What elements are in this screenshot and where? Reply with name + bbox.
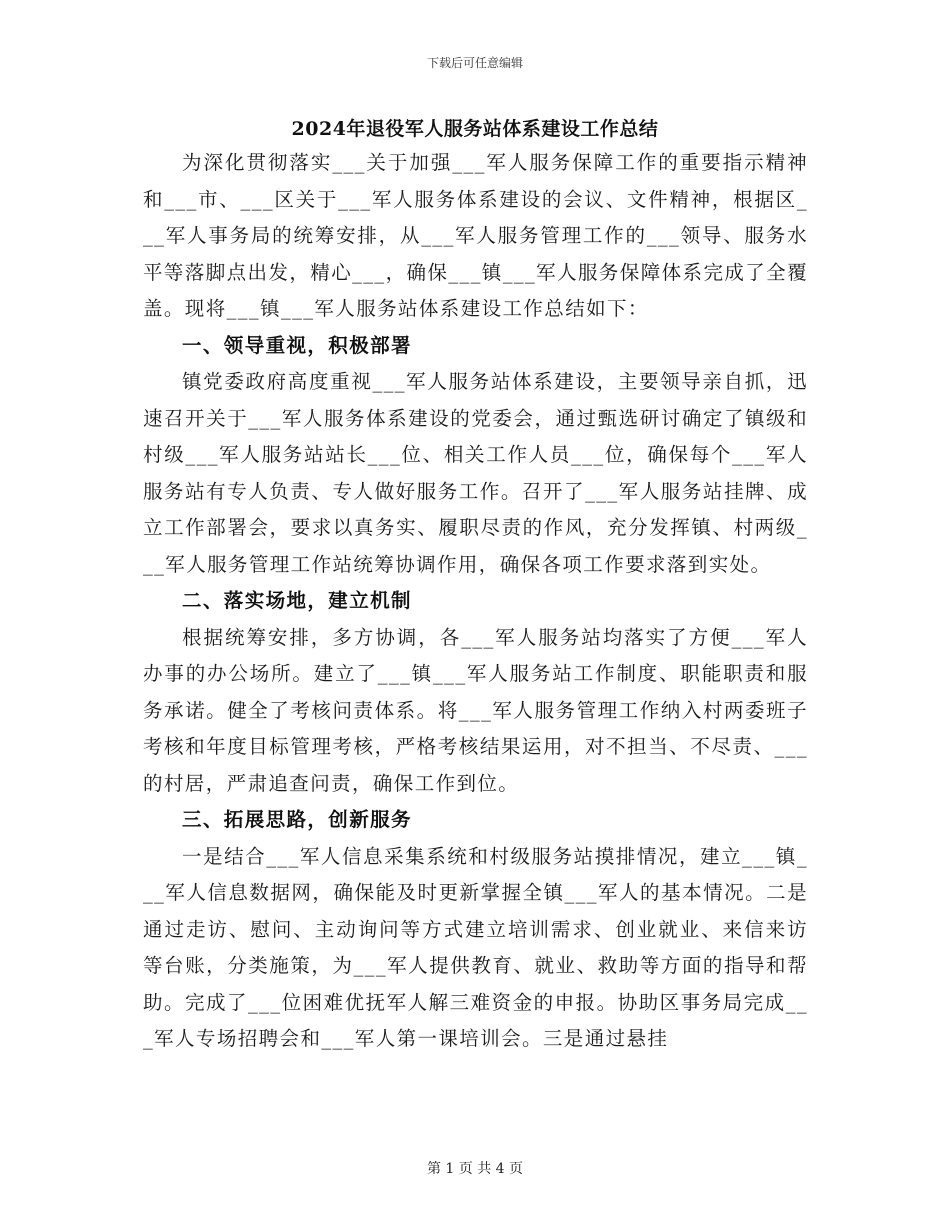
section-body-3: 一是结合___军人信息采集系统和村级服务站摸排情况，建立___镇___军人信息数据网，确保能及时更新掌握全镇___军人的基本情况。二是通过走访、慰问、主动询问等方式建立培训需求、创业就业、来信来访等台账，分类施策，为___军人提供教育、就业、救助等方面的指导和帮助。完成了___位困难优抚军人解三难资金的申报。协助区事务局完成___军人专场招聘会和___军人第一课培训会。三是通过悬挂 — [143, 844, 808, 1050]
section-heading-3: 三、拓展思路，创新服务 — [182, 808, 412, 831]
document-body — [143, 145, 808, 1058]
document-title: 2024年退役军人服务站体系建设工作总结 — [291, 118, 659, 140]
intro-paragraph: 为深化贯彻落实___关于加强___军人服务保障工作的重要指示精神和___市、___区关于___军人服务体系建设的会议、文件精神，根据区___军人事务局的统筹安排，从___军人服务管理工作的___领导、服务水平等落脚点出发，精心___，确保___镇___军人服务保障体系完成了全覆盖。现将___镇___军人服务站体系建设工作总结如下： — [143, 151, 808, 320]
header-note: 下载后可任意编辑 — [426, 56, 523, 70]
section-body-1: 镇党委政府高度重视___军人服务站体系建设，主要领导亲自抓，迅速召开关于___军人服务体系建设的党委会，通过甄选研讨确定了镇级和村级___军人服务站站长___位、相关工作人员___位，确保每个___军人服务站有专人负责、专人做好服务工作。召开了___军人服务站挂牌、成立工作部署会，要求以真务实、履职尽责的作风，充分发挥镇、村两级___军人服务管理工作站统筹协调作用，确保各项工作要求落到实处。 — [143, 370, 808, 576]
page-number: 第 1 页 共 4 页 — [426, 1161, 524, 1177]
section-heading-2: 二、落实场地，建立机制 — [182, 589, 412, 612]
section-heading-1: 一、领导重视，积极部署 — [182, 333, 412, 357]
section-body-2: 根据统筹安排，多方协调，各___军人服务站均落实了方便___军人办事的办公场所。建立了___镇___军人服务站工作制度、职能职责和服务承诺。健全了考核问责体系。将___军人服务管理工作纳入村两委班子考核和年度目标管理考核，严格考核结果运用，对不担当、不尽责、___的村居，严肃追查问责，确保工作到位。 — [143, 625, 808, 795]
